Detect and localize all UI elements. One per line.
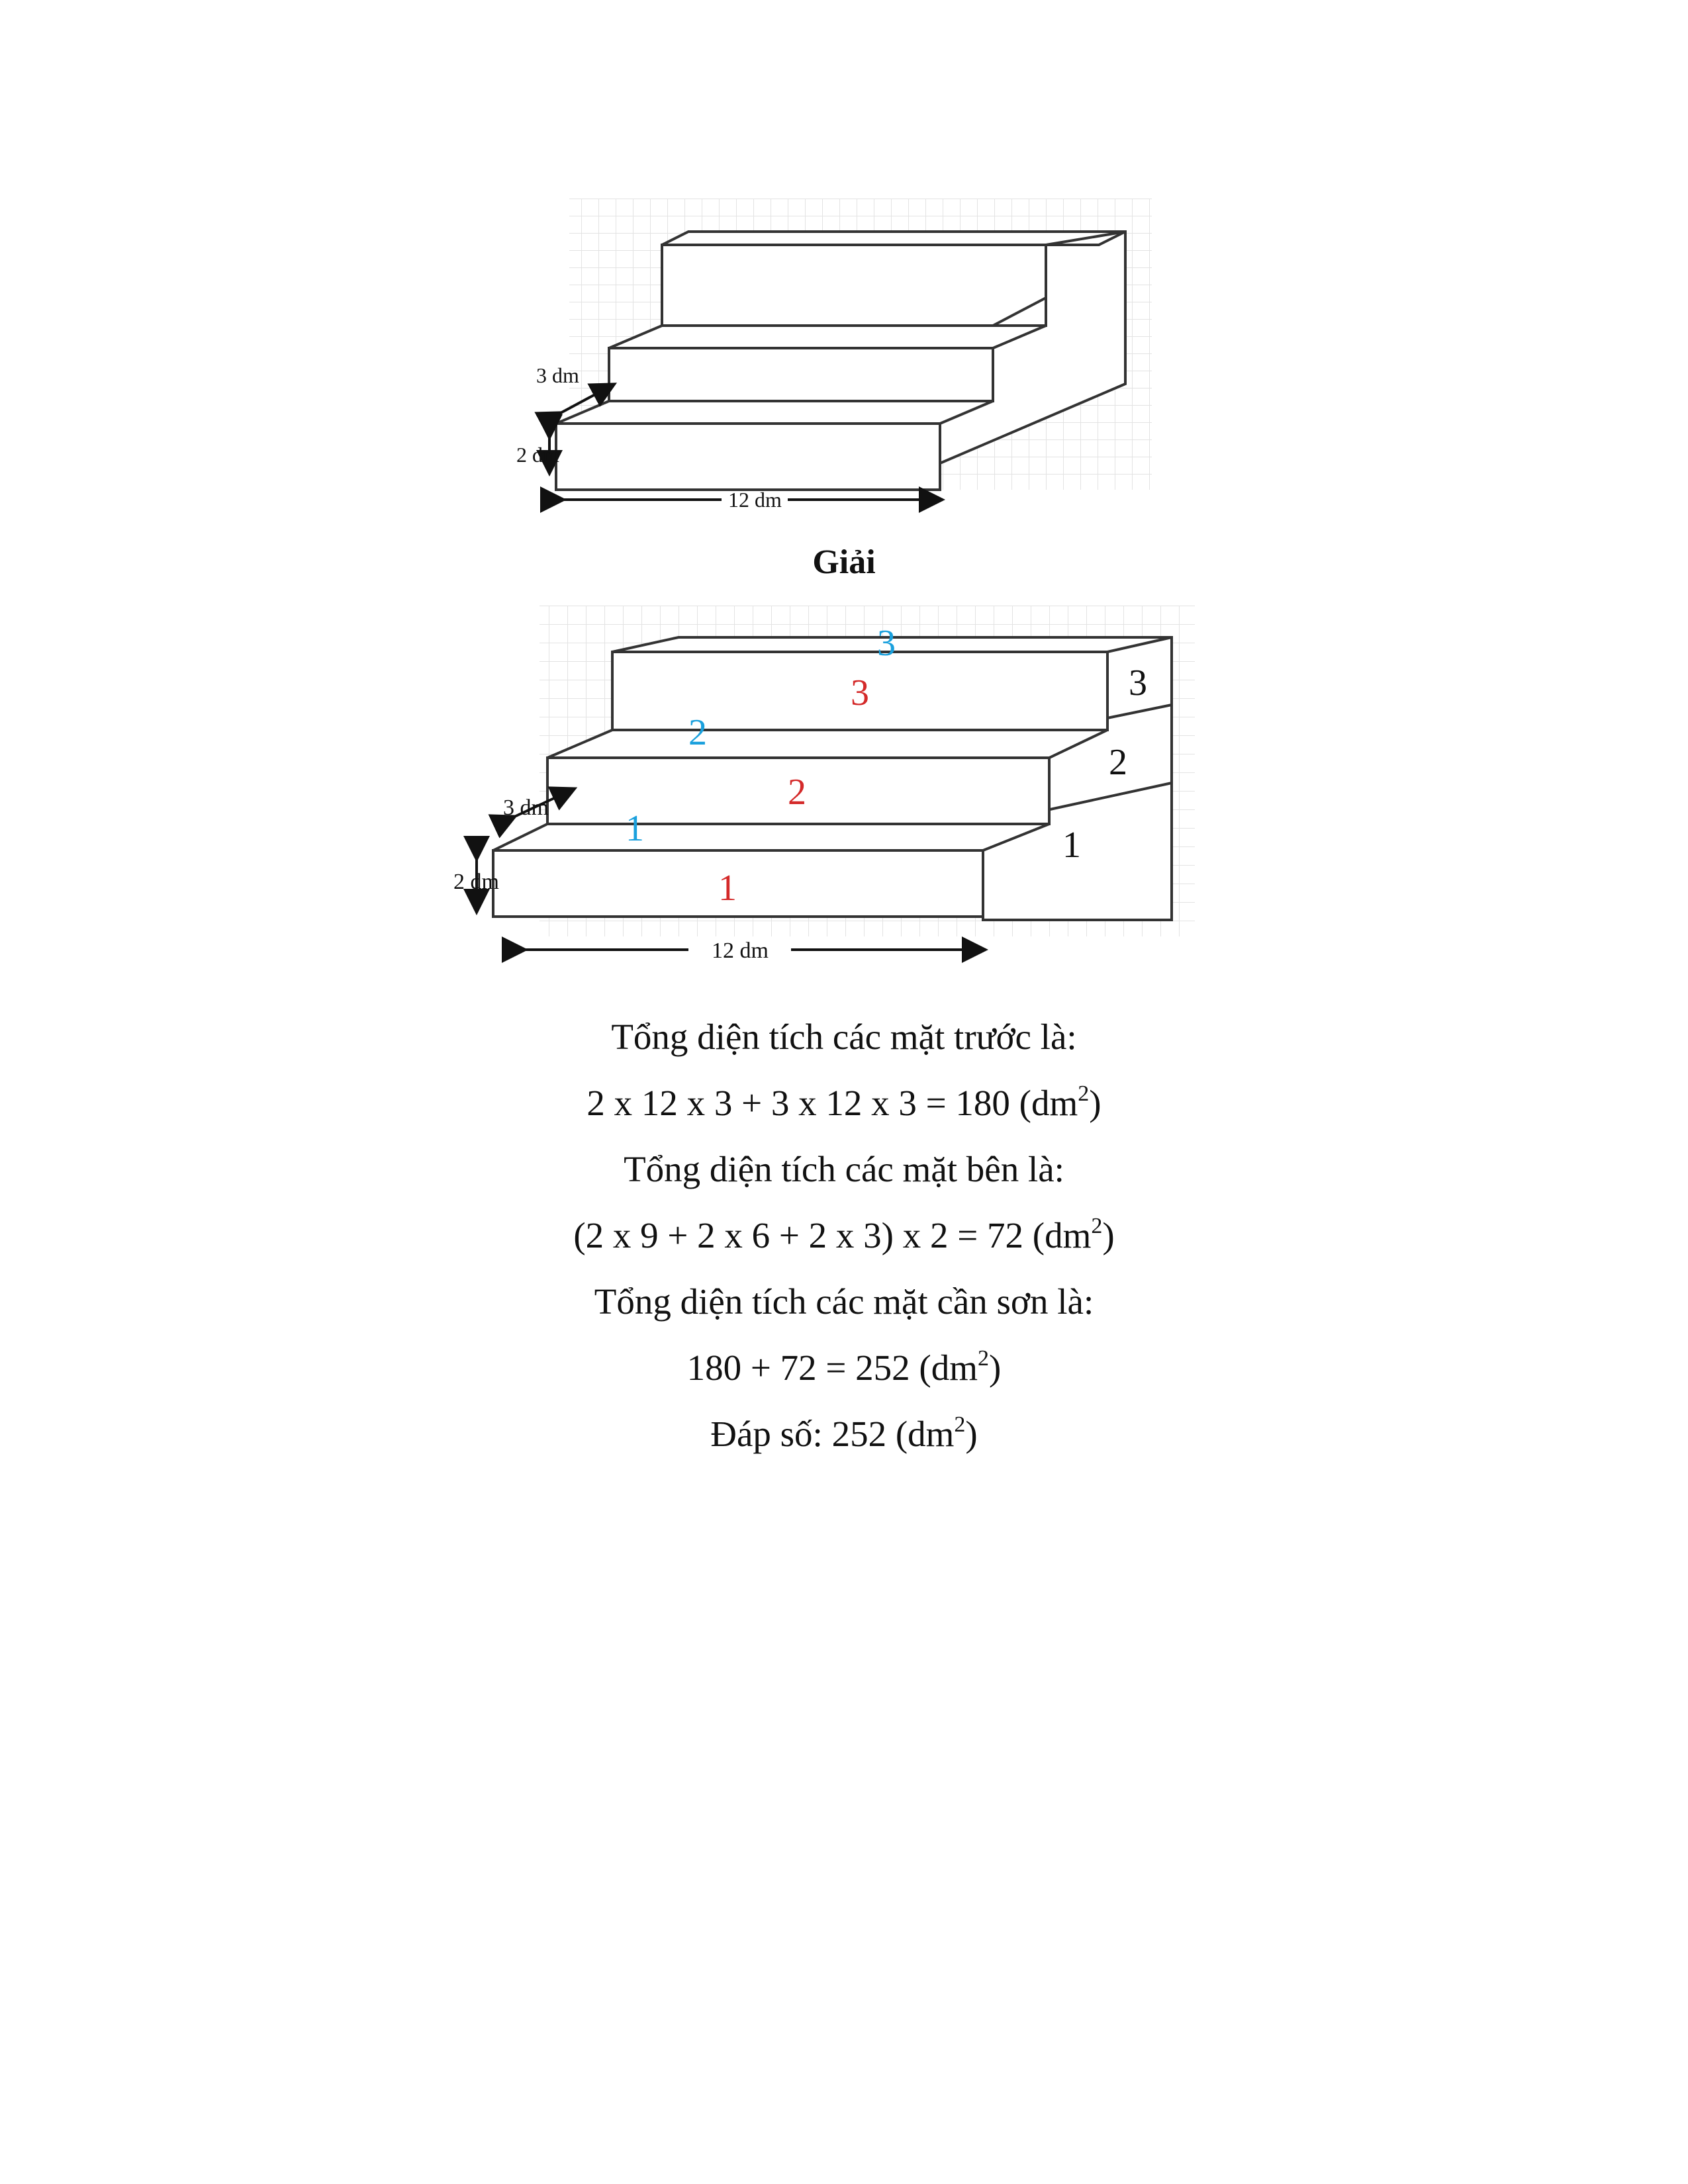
side-face-number: 3 — [1129, 662, 1147, 704]
solution-line-5: Tổng diện tích các mặt cần sơn là: — [594, 1281, 1094, 1322]
width-label: 12 dm — [712, 938, 769, 963]
solution-line-4: (2 x 9 + 2 x 6 + 2 x 3) x 2 = 72 $(dm^2)$ — [573, 1214, 1115, 1255]
top-face-number: 1 — [626, 808, 644, 849]
front-face-number: 2 — [788, 772, 806, 813]
height-label: 2 dm — [453, 870, 499, 894]
solution-line-1: Tổng diện tích các mặt trước là: — [611, 1017, 1077, 1057]
front-face-number: 3 — [851, 672, 869, 713]
staircase-figure — [516, 199, 1152, 512]
side-face-number: 2 — [1109, 742, 1127, 783]
side-face-number: 1 — [1062, 825, 1081, 866]
top-face-number: 2 — [688, 712, 707, 753]
depth-label: 3 dm — [536, 363, 579, 387]
solution-heading: Giải — [812, 543, 876, 581]
depth-label: 3 dm — [503, 796, 549, 820]
solution-line-6: 180 + 72 = 252 $(dm^2)$ — [686, 1346, 1002, 1388]
width-label: 12 dm — [728, 488, 782, 512]
solution-line-2: 2 x 12 x 3 + 3 x 12 x 3 = 180 $(dm^2)$ — [586, 1081, 1102, 1123]
front-face-number: 1 — [718, 868, 737, 909]
answer-line: Đáp số: 252 $(dm^2)$ — [710, 1412, 978, 1454]
staircase-numbered-figure — [453, 606, 1195, 983]
solution-line-3: Tổng diện tích các mặt bên là: — [624, 1149, 1064, 1189]
height-label: 2 dm — [516, 443, 559, 467]
top-face-number: 3 — [877, 623, 896, 664]
